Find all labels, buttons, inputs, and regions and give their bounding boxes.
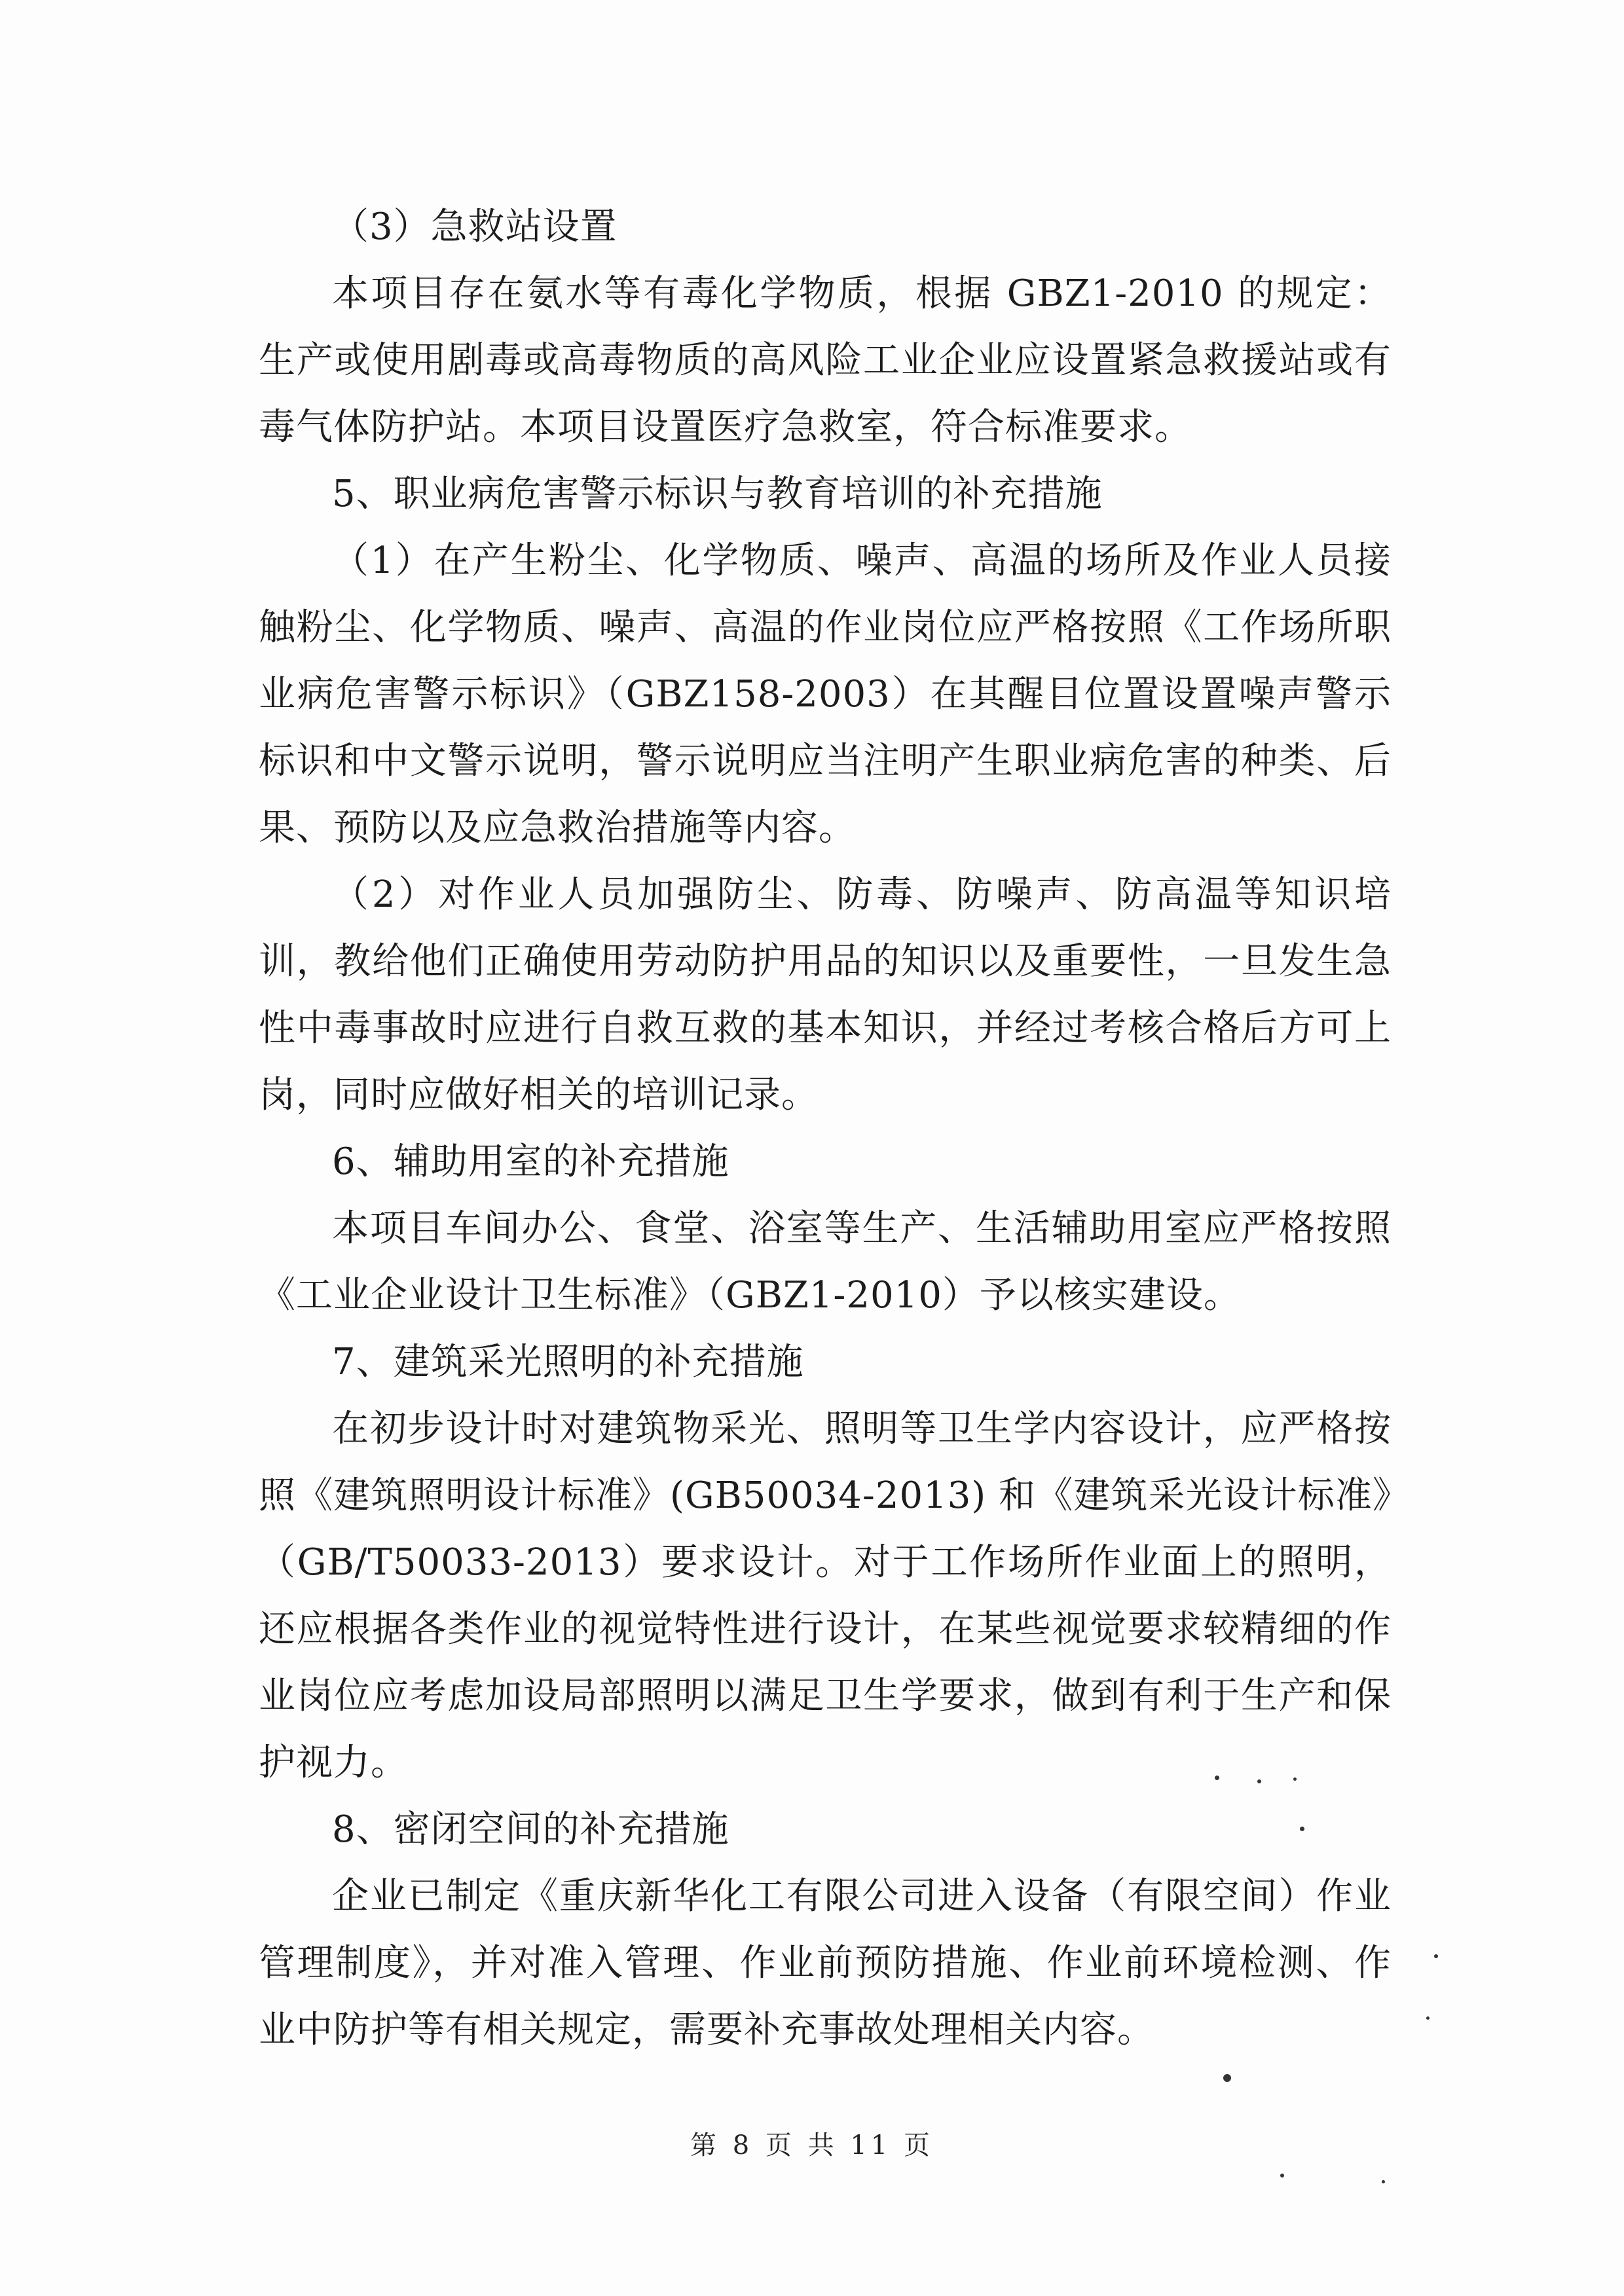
document-body — [259, 194, 1392, 2064]
heading-first-aid-station: （3）急救站设置 — [332, 206, 618, 248]
scan-speck — [1293, 1777, 1297, 1781]
paragraph-confined-space: 企业已制定《重庆新华化工有限公司进入设备（有限空间）作业管理制度》，并对准入管理、作业前预防措施、作业前环境检测、作业中防护等有相关规定，需要补充事故处理相关内容。 — [259, 1875, 1392, 2051]
scan-speck — [1382, 2180, 1385, 2183]
paragraph-first-aid-station: 本项目存在氨水等有毒化学物质，根据 GBZ1-2010 的规定：生产或使用剧毒或高毒物质的高风险工业企业应设置紧急救援站或有毒气体防护站。本项目设置医疗急救室，符合标准要求。 — [259, 272, 1392, 448]
heading-warning-signs-training: 5、职业病危害警示标识与教育培训的补充措施 — [332, 473, 1103, 515]
page-number-footer: 第 8 页 共 11 页 — [690, 2130, 934, 2160]
paragraph-auxiliary-rooms: 本项目车间办公、食堂、浴室等生产、生活辅助用室应严格按照《工业企业设计卫生标准》（GBZ1-2010）予以核实建设。 — [259, 1207, 1392, 1317]
paragraph-warning-signs: （1）在产生粉尘、化学物质、噪声、高温的场所及作业人员接触粉尘、化学物质、噪声、高温的作业岗位应严格按照《工作场所职业病危害警示标识》（GBZ158-2003）在其醒目位置设置噪声警示标识和中文警示说明，警示说明应当注明产生职业病危害的种类、后果、预防以及应急救治措施等内容。 — [259, 539, 1392, 849]
scan-speck — [1300, 1827, 1304, 1831]
scan-speck — [1426, 2016, 1430, 2020]
scan-speck — [1223, 2074, 1231, 2082]
scan-speck — [1215, 1776, 1219, 1780]
paragraph-training: （2）对作业人员加强防尘、防毒、防噪声、防高温等知识培训，教给他们正确使用劳动防护用品的知识以及重要性，一旦发生急性中毒事故时应进行自救互救的基本知识，并经过考核合格后方可上岗，同时应做好相关的培训记录。 — [259, 873, 1392, 1116]
heading-auxiliary-rooms: 6、辅助用室的补充措施 — [332, 1140, 729, 1183]
heading-confined-space: 8、密闭空间的补充措施 — [332, 1808, 729, 1851]
scan-speck — [1257, 1779, 1261, 1783]
heading-lighting: 7、建筑采光照明的补充措施 — [332, 1341, 804, 1383]
scan-speck — [1434, 1954, 1438, 1958]
paragraph-lighting: 在初步设计时对建筑物采光、照明等卫生学内容设计，应严格按照《建筑照明设计标准》(GB50034-2013) 和《建筑采光设计标准》（GB/T50033-2013）要求设计。对于工作场所作业面上的照明，还应根据各类作业的视觉特性进行设计，在某些视觉要求较精细的作业岗位应考虑加设局部照明以满足卫生学要求，做到有利于生产和保护视力。 — [259, 1408, 1392, 1784]
scan-speck — [1280, 2174, 1284, 2178]
